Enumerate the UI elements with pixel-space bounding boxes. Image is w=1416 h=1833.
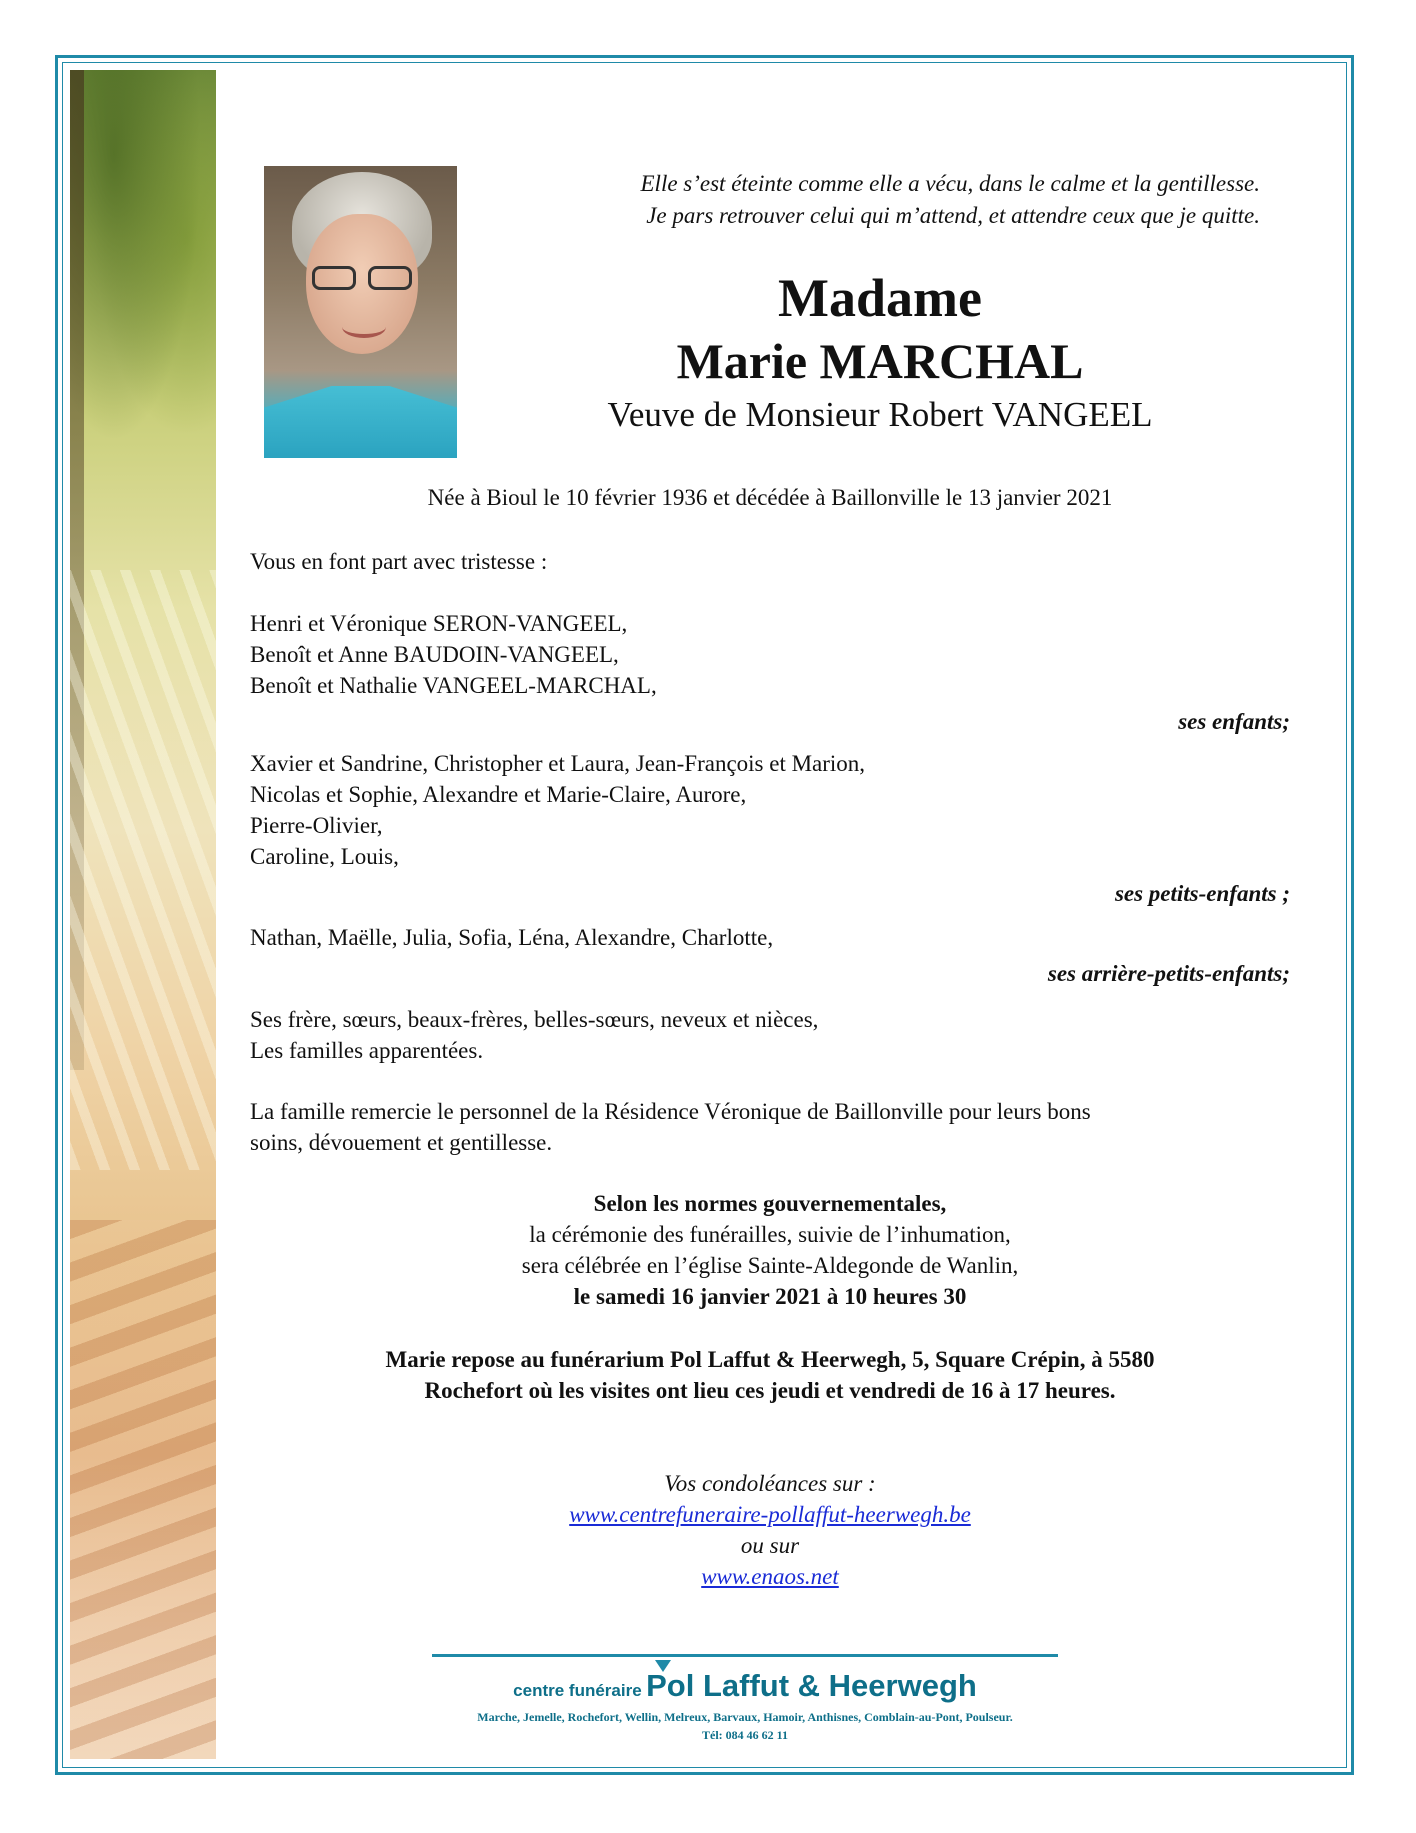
portrait-photo: [264, 166, 457, 458]
epitaph-quote: [500, 168, 1260, 232]
children-list: [250, 608, 1290, 701]
other-relatives: [250, 1004, 1290, 1066]
honorific: Madame: [778, 268, 982, 328]
funeral-home-logo: [432, 1668, 1058, 1704]
or-label: ou sur: [740, 1533, 800, 1558]
quote-line: Je pars retrouver celui qui m’attend, et attendre ceux que je quitte.: [646, 203, 1260, 228]
list-item: Les familles apparentées.: [250, 1038, 484, 1063]
birth-death-dates: Née à Bioul le 10 février 1936 et décédée à Baillonville le 13 janvier 2021: [427, 485, 1113, 510]
thanks-line: La famille remercie le personnel de la Résidence Véronique de Baillonville pour leurs bons: [250, 1099, 1091, 1124]
path-shading: [70, 1220, 216, 1759]
brand-prefix: centre funéraire: [513, 1681, 642, 1700]
condolences-link-enaos[interactable]: www.enaos.net: [701, 1564, 839, 1589]
widow-of: Veuve de Monsieur Robert VANGEEL: [607, 395, 1153, 434]
footer-phone: Tél: 084 46 62 11: [702, 1728, 788, 1742]
ceremony-line: la cérémonie des funérailles, suivie de l’inhumation,: [529, 1222, 1011, 1247]
list-item: Pierre-Olivier,: [250, 813, 383, 838]
list-item: Benoît et Anne BAUDOIN-VANGEEL,: [250, 642, 619, 667]
list-item: Nathan, Maëlle, Julia, Sofia, Léna, Alexandre, Charlotte,: [250, 925, 774, 950]
thanks-line: soins, dévouement et gentillesse.: [250, 1130, 553, 1155]
portrait-smile: [342, 316, 386, 338]
condolences-block: [250, 1468, 1290, 1592]
great-grandchildren-list: [250, 922, 1290, 953]
forest-path-side-image: [70, 70, 216, 1759]
funerarium-line: Rochefort où les visites ont lieu ces jeudi et vendredi de 16 à 17 heures.: [424, 1378, 1116, 1403]
portrait-glasses: [308, 266, 416, 292]
grandchildren-label: ses petits-enfants ;: [1114, 881, 1290, 906]
condolences-link-pollaffut[interactable]: www.centrefuneraire-pollaffut-heerwegh.be: [569, 1502, 971, 1527]
condolences-label: Vos condoléances sur :: [664, 1471, 876, 1496]
announcement-intro: [250, 546, 1290, 577]
sun-rays-shading: [70, 570, 216, 1170]
ceremony-date: le samedi 16 janvier 2021 à 10 heures 30: [573, 1284, 967, 1309]
children-label: ses enfants;: [1178, 709, 1290, 734]
ceremony-heading: Selon les normes gouvernementales,: [593, 1191, 947, 1216]
list-item: Xavier et Sandrine, Christopher et Laura, Jean-François et Marion,: [250, 751, 866, 776]
intro-line: Vous en font part avec tristesse :: [250, 549, 548, 574]
brand-name: Pol Laffut & Heerwegh: [646, 1668, 977, 1703]
funerarium-block: [250, 1344, 1290, 1406]
list-item: Nicolas et Sophie, Alexandre et Marie-Claire, Aurore,: [250, 782, 747, 807]
foliage-shading: [70, 70, 216, 490]
ceremony-block: [250, 1188, 1290, 1312]
portrait-collar: [264, 386, 457, 458]
grandchildren-list: [250, 748, 1290, 872]
list-item: Benoît et Nathalie VANGEEL-MARCHAL,: [250, 673, 657, 698]
list-item: Ses frère, sœurs, beaux-frères, belles-sœurs, neveux et nièces,: [250, 1007, 819, 1032]
ceremony-line: sera célébrée en l’église Sainte-Aldegonde de Wanlin,: [521, 1253, 1019, 1278]
quote-line: Elle s’est éteinte comme elle a vécu, dans le calme et la gentillesse.: [640, 171, 1260, 196]
footer-divider: [432, 1654, 1058, 1657]
title-block: [500, 266, 1260, 438]
great-grandchildren-label: ses arrière-petits-enfants;: [1047, 961, 1290, 986]
thanks-paragraph: [250, 1096, 1290, 1158]
list-item: Caroline, Louis,: [250, 844, 399, 869]
funerarium-line: Marie repose au funérarium Pol Laffut & Heerwegh, 5, Square Crépin, à 5580: [385, 1347, 1155, 1372]
list-item: Henri et Véronique SERON-VANGEEL,: [250, 611, 628, 636]
deceased-name: Marie MARCHAL: [676, 333, 1084, 389]
footer-towns: Marche, Jemelle, Rochefort, Wellin, Melreux, Barvaux, Hamoir, Anthisnes, Comblain-au-Pont, Poulseur.: [477, 1710, 1013, 1724]
